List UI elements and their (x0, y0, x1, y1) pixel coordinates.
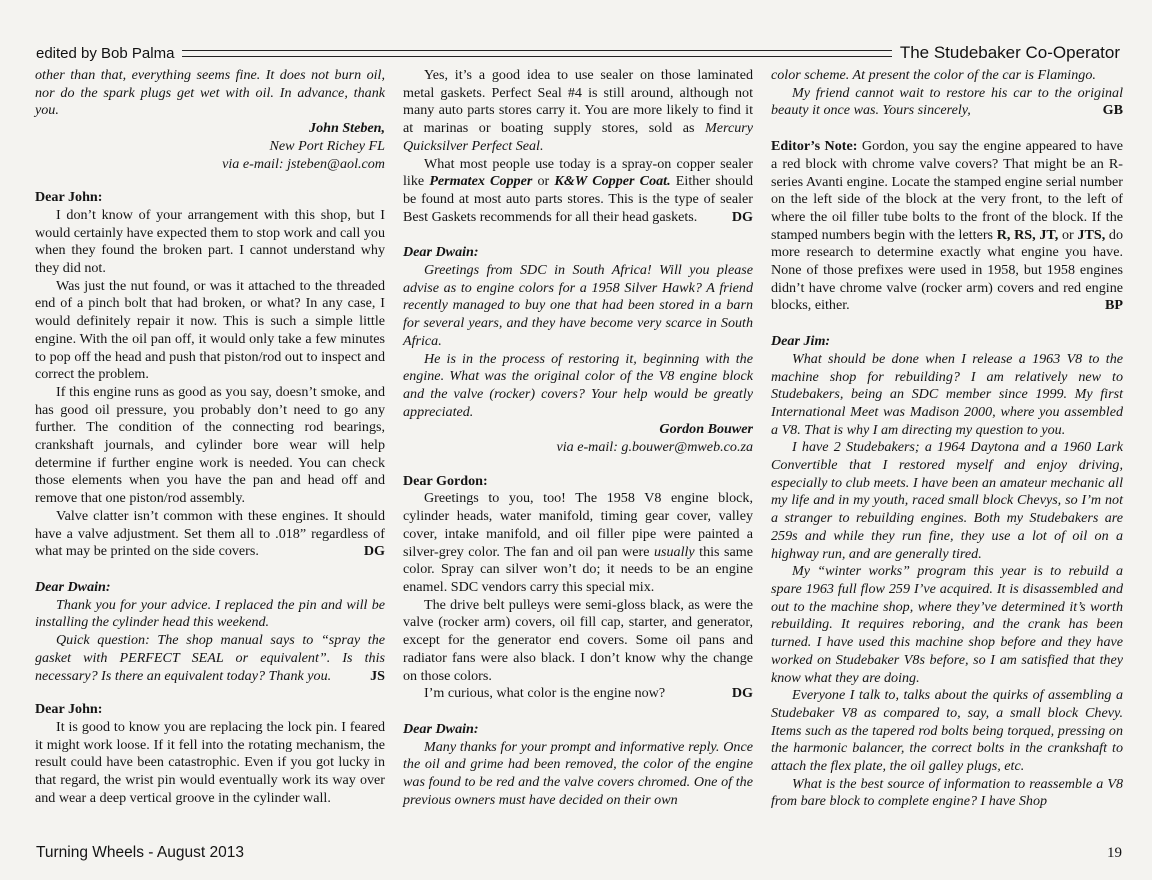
letter-paragraph (35, 632, 385, 685)
letter-paragraph: He is in the process of restoring it, beginning with the engine. What was the original color of the V8 engine block and the valve (rocker) covers? Your help would be greatly appreciated. (403, 350, 753, 420)
reply-paragraph: It is good to know you are replacing the lock pin. I feared it might work loose. If it fell into the rotating mechanism, the result could have been catastrophic. Even if you got lucky in that regard, the wrist pin would eventually work its way over and wear a deep vertical groove in the cylinder wall. (35, 718, 385, 806)
product-name: Mercury Quicksilver Perfect Seal. (403, 120, 753, 154)
reply-text: or (532, 173, 555, 190)
letter-paragraph (771, 85, 1123, 120)
page-number: 19 (1107, 844, 1122, 861)
reply-text: do more research to determine exactly what engine you have. None of those prefixes were used in 1958, but 1958 engines didn’t have chrome valve (rocker arm) covers and red engine blocks, either. (771, 226, 1124, 314)
product-name: Permatex Copper (429, 173, 533, 190)
letter-paragraph: Many thanks for your prompt and informative reply. Once the oil and grime had been removed, the color of the engine was found to be red and the valve covers chromed. One of the previous owners must have decided on their own (403, 738, 753, 808)
emphasis: usually (653, 543, 695, 560)
reply-text: Valve clatter isn’t common with these engines. It should have a valve adjustment. Set them all to .018” regardless of what may be printed on the side covers. (35, 507, 385, 560)
page-footer (36, 842, 1122, 864)
publication-issue: Turning Wheels - August 2013 (36, 844, 244, 861)
editors-note (771, 138, 1123, 315)
letter-text: Quick question: The shop manual says to “spray the gasket with PERFECT SEAL or equivalent”. Is this necessary? Is there an equivalent today? Thank you. (35, 632, 385, 684)
reply-paragraph (403, 67, 753, 156)
initials: DG (731, 208, 753, 225)
reply-paragraph: The drive belt pulleys were semi-gloss black, as were the valve (rocker arm) covers, oil fill cap, starter, and generator, except for the generator end covers. Some oil pans and radiator fans were also black. I don’t know why the change on those colors. (403, 596, 753, 684)
letter-paragraph: I have 2 Studebakers; a 1964 Daytona and a 1960 Lark Convertible that I restored myself and enjoy driving, especially to club meets. I have been an amateur mechanic all my life and in my youth, raced small block Chevys, so I’m not a stranger to rebuilding engines. Both my Studebakers are 259s and while they run fine, they use a lot of oil on a highway run, and are generally tired. (771, 439, 1123, 562)
serial-prefixes: R, RS, JT, (996, 226, 1059, 243)
salutation: Dear Jim: (771, 333, 831, 350)
reply-text: or (1058, 226, 1078, 243)
letter-paragraph: What is the best source of information to reassemble a V8 from bare block to complete engine? I have Shop (771, 775, 1123, 810)
salutation: Dear John: (35, 189, 103, 206)
reply-paragraph (403, 156, 753, 227)
signature-city: New Port Richey FL (269, 137, 385, 154)
salutation: Dear John: (35, 701, 103, 718)
reply-text: What most people use today is a spray-on copper sealer like (403, 155, 753, 190)
editors-note-label: Editor’s Note: (771, 138, 858, 155)
initials: DG (363, 543, 385, 560)
editor-credit: edited by Bob Palma (36, 44, 175, 62)
initials: JS (370, 667, 385, 684)
salutation: Dear Dwain: (403, 720, 479, 737)
serial-prefix-jts: JTS, (1077, 226, 1106, 243)
letter-paragraph: What should be done when I release a 1963 V8 to the machine shop for rebuilding? I am relatively new to Studebakers, being an SDC member since 1999. My first International Meet was Madison 2000, where you assembled a V8. That is why I am directing my question to you. (771, 350, 1123, 438)
page-header (36, 42, 1120, 64)
signature-name: Gordon Bouwer (659, 421, 753, 438)
letter-paragraph: Greetings from SDC in South Africa! Will you please advise as to engine colors for a 1958 Silver Hawk? A friend recently managed to buy one that had been stored in a barn for several years, and they have become very scarce in South Africa. (403, 262, 753, 349)
reply-text: Greetings to you, too! The 1958 V8 engine block, cylinder heads, water manifold, timing gear cover, valley cover, intake manifold, and oil filler pipe were painted a silver-grey color. The fan and oil pan were (403, 490, 753, 560)
initials: DG (731, 685, 753, 702)
product-name: K&W Copper Coat. (554, 173, 671, 190)
letter-paragraph: Everyone I talk to, talks about the quirks of assembling a Studebaker V8 as compared to, say, a small block Chevy. Items such as the tapered rod bolts being torqued, pressing on the harmonic balancer, the correct bolts in the crankshaft to attach the flex plate, the oil galley plugs, etc. (771, 687, 1123, 775)
salutation: Dear Gordon: (403, 472, 488, 489)
letter-paragraph: color scheme. At present the color of the car is Flamingo. (771, 67, 1096, 83)
letter-paragraph: My “winter works” program this year is to rebuild a spare 1963 full flow 259 I’ve acquired. It is disassembled and out to the machine shop, where they’ve determined it’s worth rebuilding. It requires reboring, and the crank has been turned. I have used this machine shop before and they have worked on Studebaker V8s before, so I am satisfied that they know what they are doing. (771, 563, 1123, 686)
reply-text: this same color. Spray can silver won’t do; it needs to be an engine enamel. SDC vendors carry this special mix. (403, 543, 753, 595)
letter-paragraph: other than that, everything seems fine. It does not burn oil, nor do the spark plugs get wet with oil. In advance, thank you. (35, 67, 385, 119)
initials: GB (1102, 102, 1123, 119)
signature-name: John Steben, (309, 120, 385, 137)
reply-paragraph: Was just the nut found, or was it attached to the threaded end of a pinch bolt that had broken, or what? In any case, I would definitely repair it now. This is such a simple little engine. With the oil pan off, it would only take a few minutes to pop off the head and push that piston/rod out to inspect and correct the problem. (35, 277, 385, 383)
reply-paragraph: I don’t know of your arrangement with this shop, but I would certainly have expected them to stop work and call you when they found the broken part. I cannot understand why they did not. (35, 206, 385, 277)
reply-text: I’m curious, what color is the engine now? (424, 685, 666, 702)
reply-paragraph: If this engine runs as good as you say, doesn’t smoke, and has good oil pressure, you probably don’t need to go any further. The condition of the connecting rod bearings, crankshaft journals, and cylinder bore wear will help determine if further engine work is needed. You can check those elements when you have the pan and head off and remove that one piston/rod assembly. (35, 383, 385, 507)
signature-email: via e-mail: g.bouwer@mweb.co.za (556, 439, 753, 456)
letter-text: My friend cannot wait to restore his car to the original beauty it once was. Yours sincerely, (771, 84, 1123, 119)
salutation: Dear Dwain: (35, 578, 111, 595)
reply-paragraph (35, 508, 385, 561)
reply-text: Gordon, you say the engine appeared to have a red block with chrome valve covers? That might be an R-series Avanti engine. Locate the stamped engine serial number on the left side of the block at the very front, to the left of where the oil filler tube bolts to the front of the block. If the stamped numbers begin with the letters (771, 138, 1124, 243)
letter-paragraph: Thank you for your advice. I replaced the pin and will be installing the cylinder head this weekend. (35, 596, 385, 631)
reply-text: Either should be found at most auto parts stores. This is the type of sealer Best Gaskets recommends for all their head gaskets. (403, 173, 753, 225)
salutation: Dear Dwain: (403, 244, 479, 261)
column-title: The Studebaker Co-Operator (899, 43, 1120, 62)
header-double-rule (182, 50, 891, 57)
signature-email: via e-mail: jsteben@aol.com (222, 155, 385, 172)
reply-paragraph (403, 685, 753, 703)
column-1 (35, 67, 385, 807)
column-3 (771, 67, 1123, 811)
initials: BP (1104, 297, 1123, 314)
reply-paragraph (403, 490, 753, 596)
column-2 (403, 67, 753, 809)
reply-text: Yes, it’s a good idea to use sealer on those laminated metal gaskets. Perfect Seal #4 is still around, although not many auto parts stores carry it. You are more likely to find it at marinas or boating supply stores, sold as (403, 67, 753, 137)
